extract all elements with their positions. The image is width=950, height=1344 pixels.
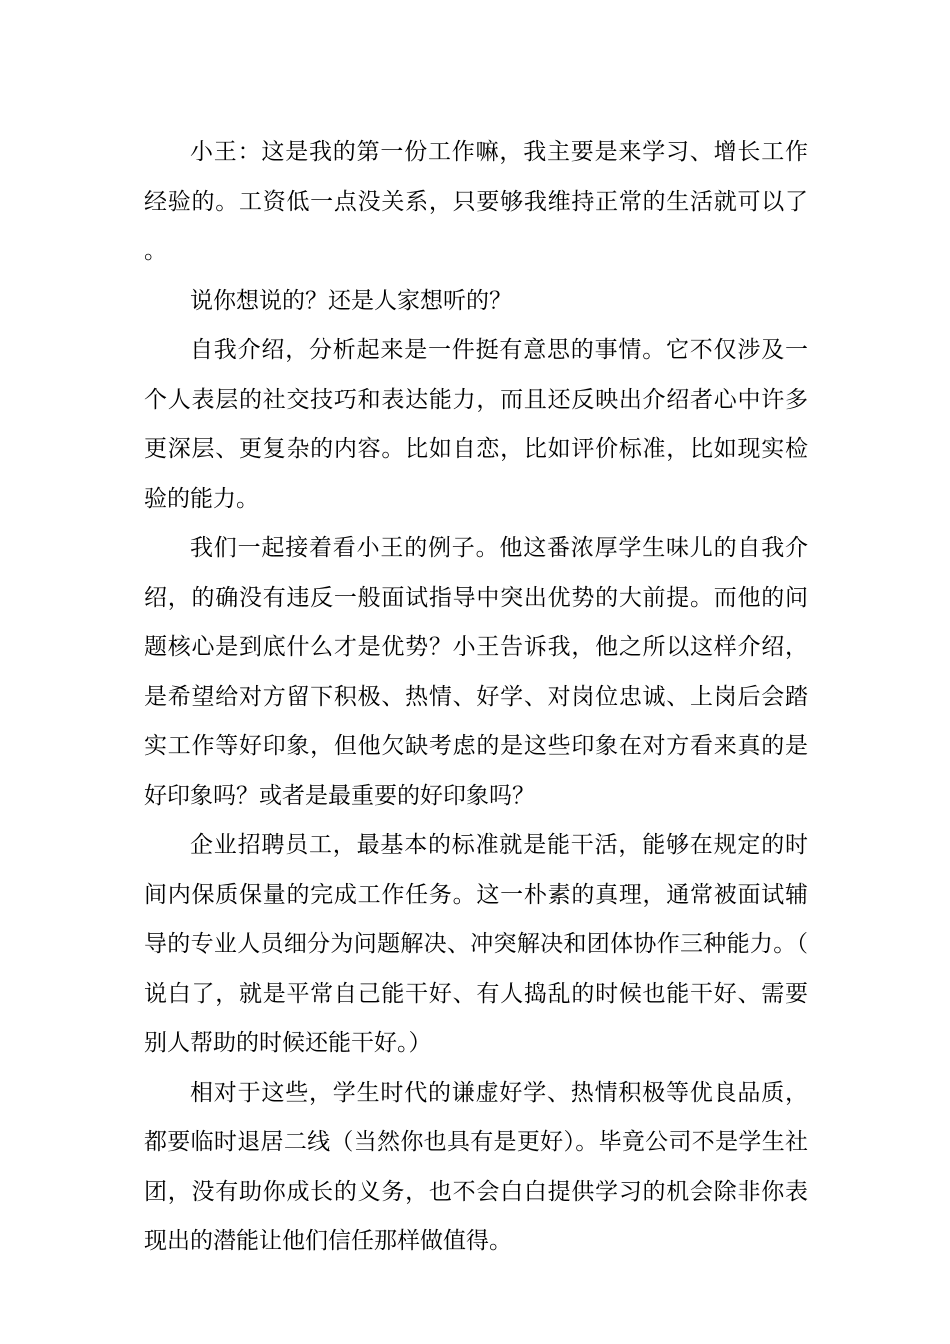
- paragraph-student-qualities: 相对于这些，学生时代的谦虚好学、热情积极等优良品质，都要临时退居二线（当然你也具有是更好）。毕竟公司不是学生社团，没有助你成长的义务，也不会白白提供学习的机会除非你表现出的潜能让他们信任那样做值得。: [144, 1079, 808, 1254]
- document-body: [144, 128, 808, 1267]
- paragraph-question: 说你想说的？还是人家想听的？: [190, 287, 512, 314]
- paragraph-hiring-standard: 企业招聘员工，最基本的标准就是能干活，能够在规定的时间内保质保量的完成工作任务。这一朴素的真理，通常被面试辅导的专业人员细分为问题解决、冲突解决和团体协作三种能力。（说白了，就是平常自己能干好、有人捣乱的时候也能干好、需要别人帮助的时候还能干好。）: [144, 832, 808, 1056]
- paragraph-xiaowang-quote: 小王：这是我的第一份工作嘛，我主要是来学习、增长工作经验的。工资低一点没关系，只要够我维持正常的生活就可以了。: [144, 139, 808, 264]
- paragraph-xiaowang-example: 我们一起接着看小王的例子。他这番浓厚学生味儿的自我介绍，的确没有违反一般面试指导中突出优势的大前提。而他的问题核心是到底什么才是优势？小王告诉我，他之所以这样介绍，是希望给对方留下积极、热情、好学、对岗位忠诚、上岗后会踏实工作等好印象，但他欠缺考虑的是这些印象在对方看来真的是好印象吗？或者是最重要的好印象吗？: [144, 535, 808, 809]
- paragraph-self-intro-analysis: 自我介绍，分析起来是一件挺有意思的事情。它不仅涉及一个人表层的社交技巧和表达能力，而且还反映出介绍者心中许多更深层、更复杂的内容。比如自恋，比如评价标准，比如现实检验的能力。: [144, 337, 808, 512]
